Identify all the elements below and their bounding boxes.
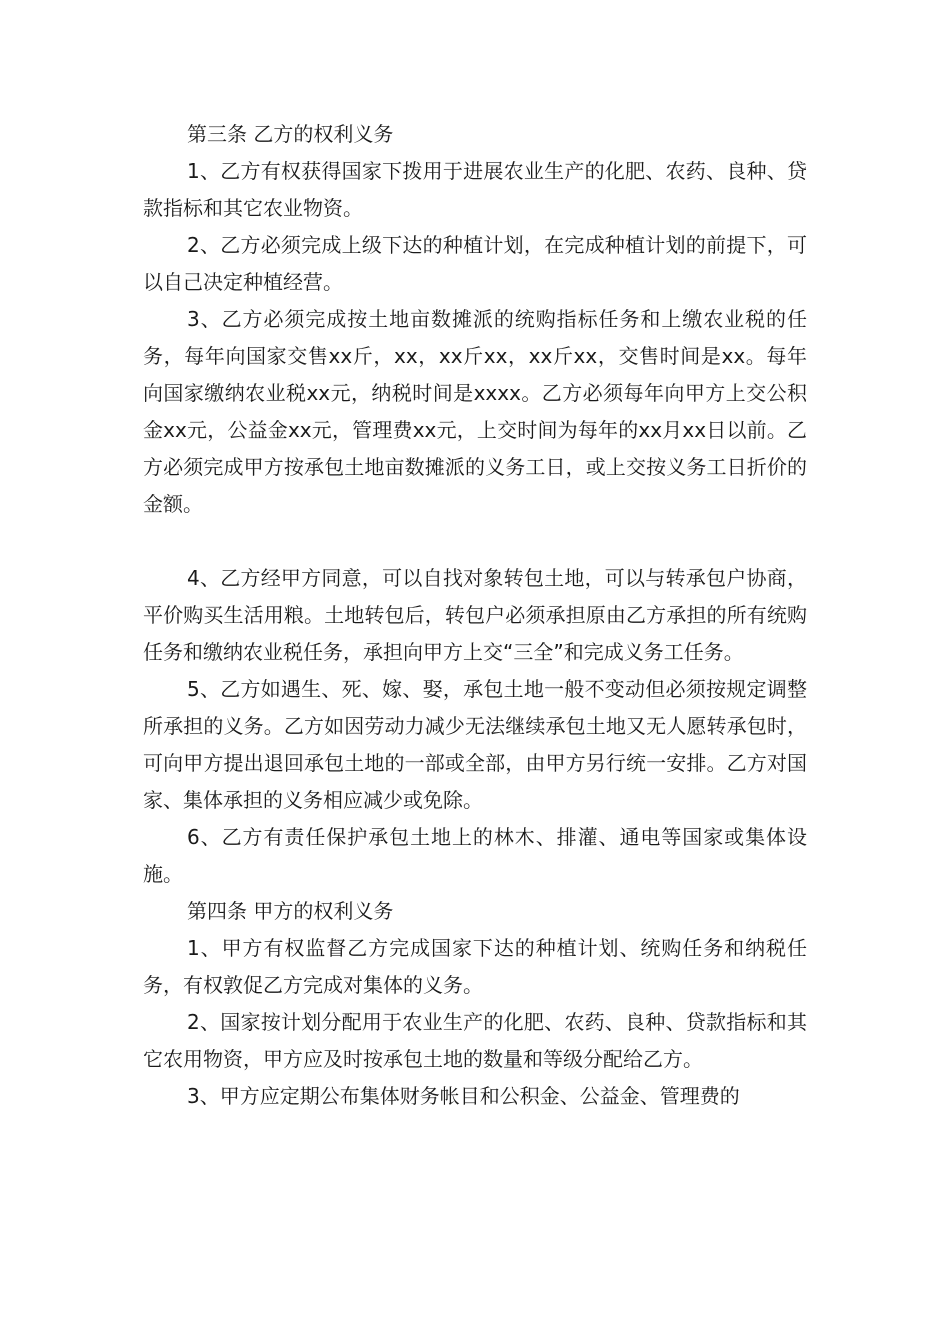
article-3-clause-5: 5、乙方如遇生、死、嫁、娶，承包土地一般不变动但必须按规定调整所承担的义务。乙方如因劳动力减少无法继续承包土地又无人愿转承包时，可向甲方提出退回承包土地的一部或全部，由甲方另行统一安排。乙方对国家、集体承担的义务相应减少或免除。	[143, 677, 807, 812]
paragraph-spacer	[143, 523, 807, 560]
article-3-clause-6: 6、乙方有责任保护承包土地上的林木、排灌、通电等国家或集体设施。	[143, 825, 807, 886]
article-4-heading: 第四条 甲方的权利义务	[187, 899, 394, 923]
article-3-heading: 第三条 乙方的权利义务	[187, 122, 394, 146]
document-body	[143, 116, 807, 1115]
article-3-clause-3: 3、乙方必须完成按土地亩数摊派的统购指标任务和上缴农业税的任务，每年向国家交售xx斤，xx，xx斤xx，xx斤xx，交售时间是xx。每年向国家缴纳农业税xx元，纳税时间是xxxx。乙方必须每年向甲方上交公积金xx元，公益金xx元，管理费xx元，上交时间为每年的xx月xx日以前。乙方必须完成甲方按承包土地亩数摊派的义务工日，或上交按义务工日折价的金额。	[143, 307, 807, 516]
article-3-clause-1: 1、乙方有权获得国家下拨用于进展农业生产的化肥、农药、良种、贷款指标和其它农业物资。	[143, 159, 807, 220]
article-3-clause-2: 2、乙方必须完成上级下达的种植计划，在完成种植计划的前提下，可以自己决定种植经营。	[143, 233, 807, 294]
article-4-clause-2: 2、国家按计划分配用于农业生产的化肥、农药、良种、贷款指标和其它农用物资，甲方应及时按承包土地的数量和等级分配给乙方。	[143, 1010, 807, 1071]
article-3-clause-4: 4、乙方经甲方同意，可以自找对象转包土地，可以与转承包户协商，平价购买生活用粮。土地转包后，转包户必须承担原由乙方承担的所有统购任务和缴纳农业税任务，承担向甲方上交“三全”和完成义务工任务。	[143, 566, 807, 664]
article-4-clause-1: 1、甲方有权监督乙方完成国家下达的种植计划、统购任务和纳税任务，有权敦促乙方完成对集体的义务。	[143, 936, 807, 997]
article-4-clause-3: 3、甲方应定期公布集体财务帐目和公积金、公益金、管理费的	[187, 1084, 740, 1108]
